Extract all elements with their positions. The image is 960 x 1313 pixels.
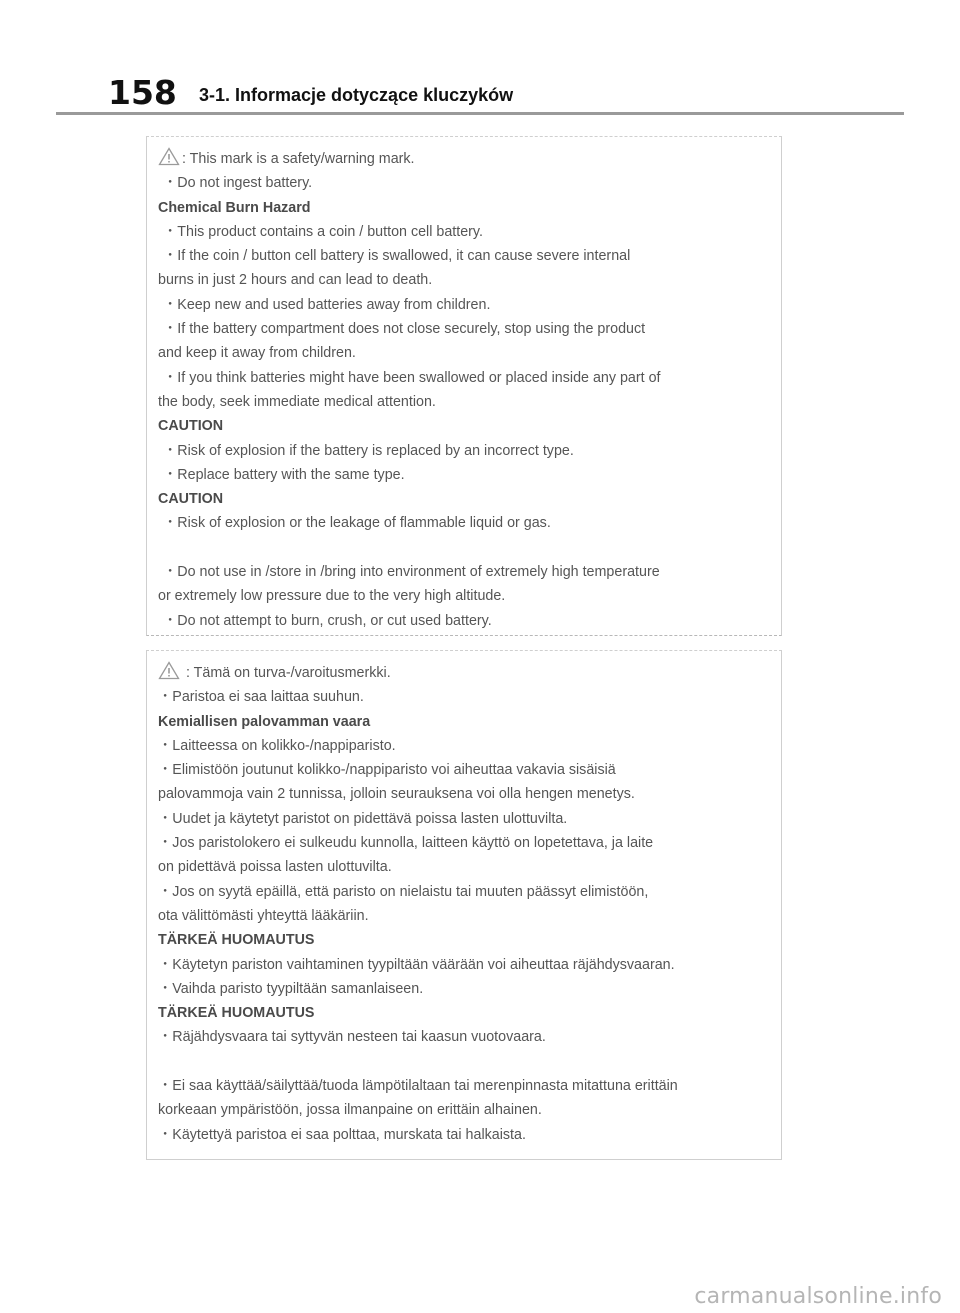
english-warning-lines [158,147,777,633]
warning-text-line [158,904,777,928]
line-text: ・Replace battery with the same type. [163,466,405,483]
warning-text-line [158,1123,777,1147]
line-text: ・If you think batteries might have been swallowed or placed inside any part of [163,369,661,386]
warning-text-line [158,1074,777,1098]
line-text: on pidettävä poissa lasten ulottuvilta. [158,859,392,876]
line-text: ・Do not ingest battery. [163,175,313,192]
warning-text-line [158,171,777,195]
warning-text-line [158,147,777,171]
line-text: ・Elimistöön joutunut kolikko-/nappiparisto voi aiheuttaa vakavia sisäisiä [158,762,616,779]
blank-line [158,1050,777,1074]
footer-watermark: carmanualsonline.info [694,1284,942,1309]
warning-text-line [158,220,777,244]
line-text: Kemiallisen palovamman vaara [158,713,371,730]
line-text: ・Risk of explosion if the battery is replaced by an incorrect type. [163,442,574,459]
header-rule [56,112,904,115]
line-text: ・Do not attempt to burn, crush, or cut used battery. [163,612,492,629]
warning-text-line [158,1025,777,1049]
line-text: ・Paristoa ei saa laittaa suuhun. [158,689,364,706]
line-text: burns in just 2 hours and can lead to death. [158,272,433,289]
line-text: Chemical Burn Hazard [158,199,311,216]
line-text: korkeaan ympäristöön, jossa ilmanpaine on erittäin alhainen. [158,1102,542,1119]
line-text: ・Jos on syytä epäillä, että paristo on nielaistu tai muuten päässyt elimistöön, [158,883,649,900]
warning-text-line [158,1098,777,1122]
line-text: ・If the coin / button cell battery is swallowed, it can cause severe internal [163,248,631,265]
english-warning-box [146,136,782,636]
warning-text-line [158,366,777,390]
warning-heading [158,710,777,734]
warning-text-line [158,977,777,1001]
warning-text-line [158,511,777,535]
line-text: ・Ei saa käyttää/säilyttää/tuoda lämpötilaltaan tai merenpinnasta mitattuna erittäin [158,1078,678,1095]
line-text: : This mark is a safety/warning mark. [182,151,415,167]
line-text: TÄRKEÄ HUOMAUTUS [158,1005,315,1022]
line-text: ・Uudet ja käytetyt paristot on pidettävä poissa lasten ulottuvilta. [158,810,568,827]
warning-text-line [158,782,777,806]
warning-heading [158,928,777,952]
warning-triangle-icon [158,147,180,174]
line-text: ・Jos paristolokero ei sulkeudu kunnolla, laitteen käyttö on lopetettava, ja laite [158,835,654,852]
line-text: ・Laitteessa on kolikko-/nappiparisto. [158,737,396,754]
warning-text-line [158,831,777,855]
line-text: ・This product contains a coin / button cell battery. [163,223,483,240]
line-text: palovammoja vain 2 tunnissa, jolloin seurauksena voi olla hengen menetys. [158,786,635,803]
warning-triangle-icon [158,661,180,688]
line-text: CAUTION [158,491,224,508]
warning-text-line [158,463,777,487]
warning-text-line [158,584,777,608]
line-text: ota välittömästi yhteyttä lääkäriin. [158,907,369,924]
warning-text-line [158,807,777,831]
page-number: 158 [108,73,177,112]
line-text: ・Risk of explosion or the leakage of flammable liquid or gas. [163,515,551,532]
line-text: : Tämä on turva-/varoitusmerkki. [182,665,391,681]
line-text: ・Keep new and used batteries away from children. [163,296,491,313]
warning-text-line [158,317,777,341]
warning-heading [158,1001,777,1025]
blank-line [158,536,777,560]
line-text: ・Do not use in /store in /bring into environment of extremely high temperature [163,564,660,581]
warning-text-line [158,244,777,268]
warning-text-line [158,390,777,414]
section-title: 3-1. Informacje dotyczące kluczyków [199,85,514,105]
warning-text-line [158,758,777,782]
line-text: ・If the battery compartment does not close securely, stop using the product [163,321,646,338]
warning-text-line [158,734,777,758]
warning-text-line [158,560,777,584]
warning-text-line [158,685,777,709]
line-text: or extremely low pressure due to the very high altitude. [158,588,506,605]
page-header [0,0,960,118]
warning-text-line [158,293,777,317]
warning-heading [158,487,777,511]
line-text: ・Räjähdysvaara tai syttyvän nesteen tai kaasun vuotovaara. [158,1029,546,1046]
line-text: ・Vaihda paristo tyypiltään samanlaiseen. [158,980,424,997]
warning-text-line [158,341,777,365]
line-text: ・Käytettyä paristoa ei saa polttaa, murskata tai halkaista. [158,1126,526,1143]
line-text: CAUTION [158,418,224,435]
line-text: and keep it away from children. [158,345,356,362]
warning-text-line [158,880,777,904]
warning-text-line [158,661,777,685]
warning-text-line [158,855,777,879]
line-text: TÄRKEÄ HUOMAUTUS [158,932,315,949]
warning-heading [158,414,777,438]
warning-text-line [158,953,777,977]
warning-text-line [158,609,777,633]
warning-heading [158,196,777,220]
finnish-warning-lines [158,661,777,1147]
line-text: ・Käytetyn pariston vaihtaminen tyypiltään väärään voi aiheuttaa räjähdysvaaran. [158,956,675,973]
line-text: the body, seek immediate medical attention. [158,393,436,410]
finnish-warning-box [146,650,782,1160]
warning-text-line [158,268,777,292]
warning-text-line [158,439,777,463]
